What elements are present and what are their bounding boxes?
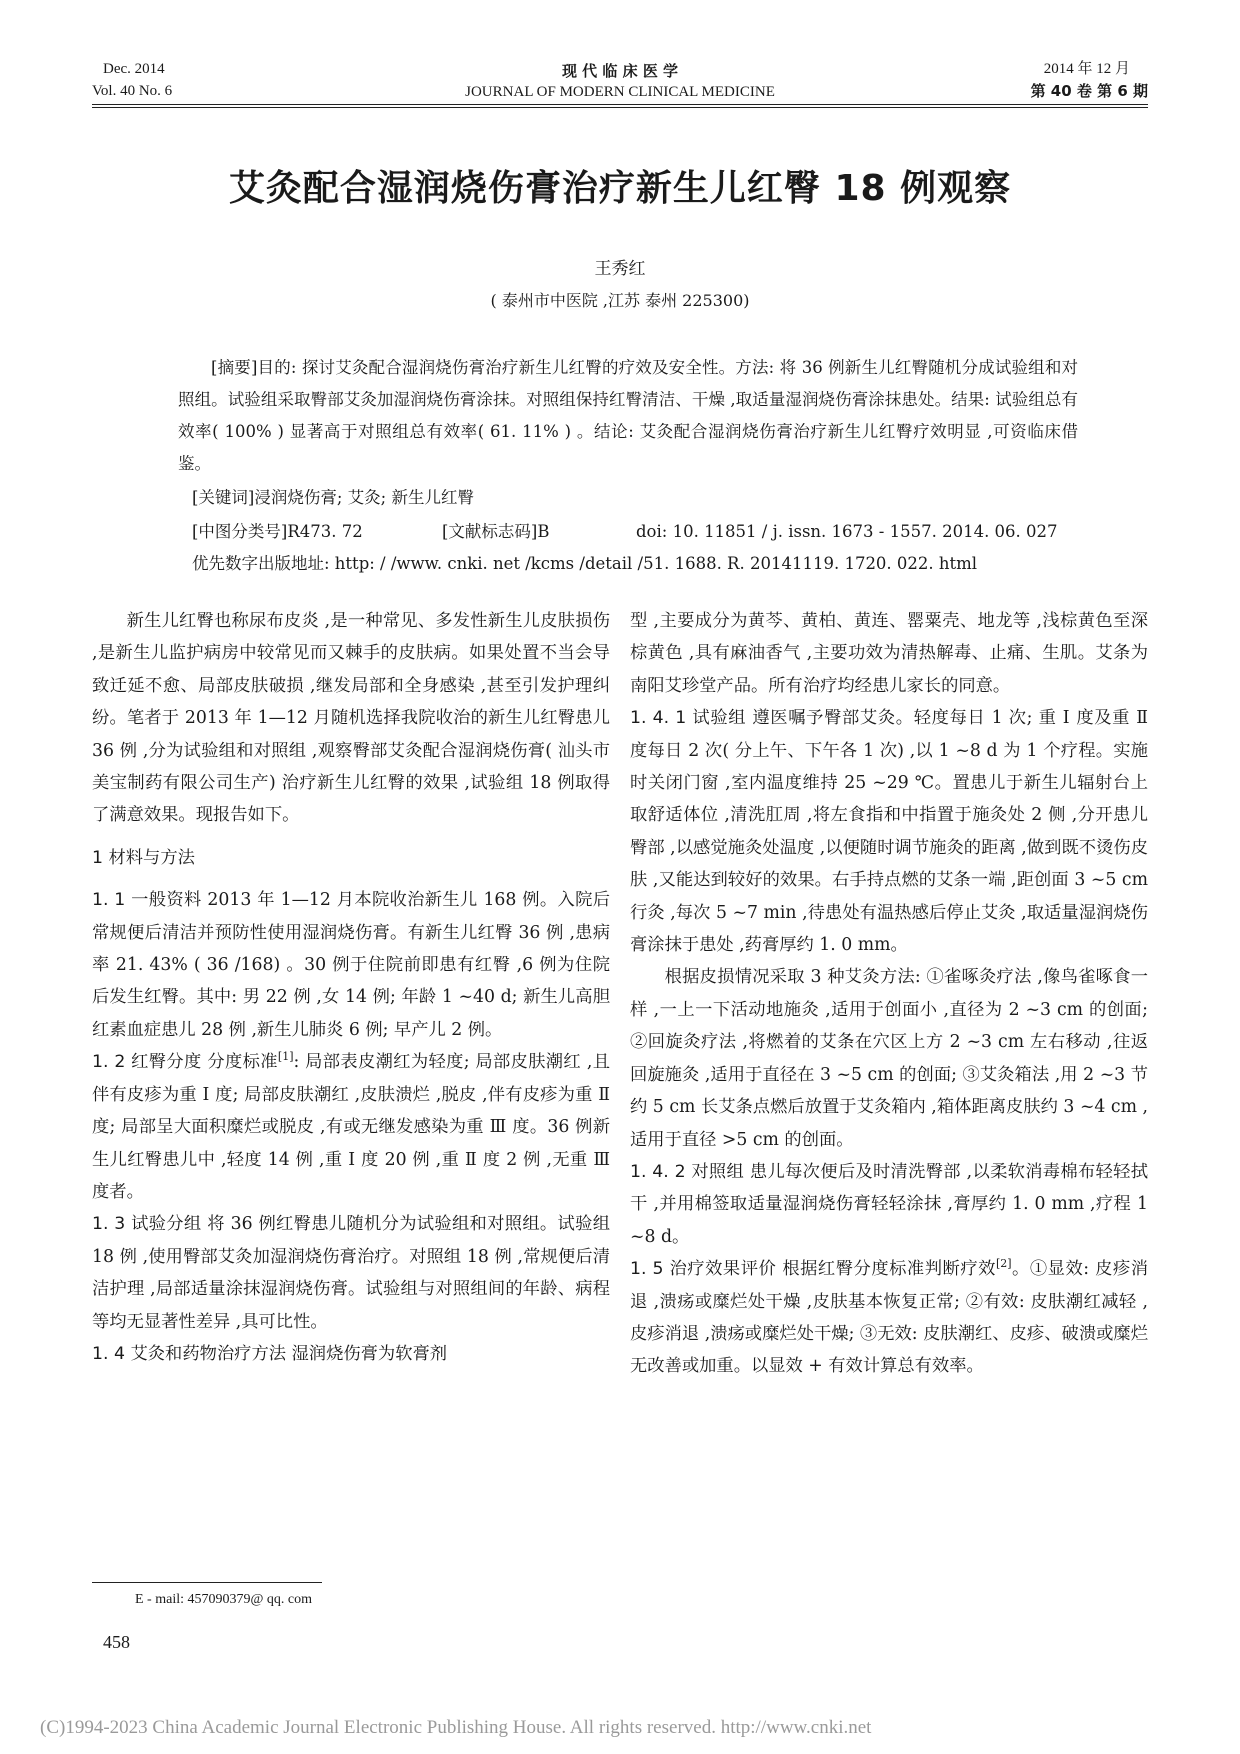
footnote-rule bbox=[92, 1582, 322, 1583]
section-1-heading: 1 材料与方法 bbox=[92, 847, 195, 868]
section-1-1-label: 1. 1 一般资料 bbox=[92, 890, 202, 911]
section-1-4-continued: 型 ,主要成分为黄芩、黄柏、黄连、罂粟壳、地龙等 ,浅棕黄色至深棕黄色 ,具有麻油香气 ,主要功效为清热解毒、止痛、生肌。艾条为南阳艾珍堂产品。所有治疗均经患儿家长的同意。 bbox=[630, 611, 1148, 696]
section-1-2-text-b: : 局部表皮潮红为轻度; 局部皮肤潮红 ,且伴有皮疹为重 Ⅰ 度; 局部皮肤潮红 ,皮肤溃烂 ,脱皮 ,伴有皮疹为重 Ⅱ 度; 局部呈大面积糜烂或脱皮 ,有或无继发感染为重 Ⅲ 度。36 例新生儿红臀患儿中 ,轻度 14 例 ,重 Ⅰ 度 20 例 ,重 Ⅱ 度 2 例 ,无重 Ⅲ 度者。 bbox=[92, 1052, 610, 1202]
header-volume-cn: 第 40 卷 第 6 期 bbox=[1030, 82, 1148, 100]
section-1-4-label: 1. 4 艾灸和药物治疗方法 bbox=[92, 1343, 287, 1364]
header-journal-en: JOURNAL OF MODERN CLINICAL MEDICINE bbox=[465, 84, 775, 100]
citation-ref-1: [1] bbox=[277, 1050, 294, 1064]
clc-number: [中图分类号]R473. 72 bbox=[192, 522, 363, 541]
section-1-4-2 bbox=[630, 1156, 1148, 1253]
article-title: 艾灸配合湿润烧伤膏治疗新生儿红臀 18 例观察 bbox=[228, 168, 1012, 209]
keywords: [关键词]浸润烧伤膏; 艾灸; 新生儿红臀 bbox=[192, 488, 474, 507]
header-journal-cn: 现 代 临 床 医 学 bbox=[561, 62, 679, 80]
section-1-5-text-a: 根据红臀分度标准判断疗效 bbox=[776, 1259, 996, 1280]
section-1-2-label: 1. 2 红臀分度 bbox=[92, 1052, 202, 1073]
intro-paragraph: 新生儿红臀也称尿布皮炎 ,是一种常见、多发性新生儿皮肤损伤 ,是新生儿监护病房中较常见而又棘手的皮肤病。如果处置不当会导致迁延不愈、局部皮肤破损 ,继发局部和全身感染 ,甚至引发护理纠纷。笔者于 2013 年 1—12 月随机选择我院收治的新生儿红臀患儿 36 例 ,分为试验组和对照组 ,观察臀部艾灸配合湿润烧伤膏( 汕头市美宝制药有限公司生产) 治疗新生儿红臀的效果 ,试验组 18 例取得了满意效果。现报告如下。 bbox=[92, 611, 610, 826]
right-column bbox=[630, 605, 1148, 1383]
section-1-5 bbox=[630, 1253, 1148, 1383]
doi: doi: 10. 11851 / j. issn. 1673 - 1557. 2014. 06. 027 bbox=[636, 522, 1058, 541]
section-1-4-1-label: 1. 4. 1 试验组 bbox=[630, 708, 747, 729]
abstract bbox=[178, 352, 1078, 480]
left-column bbox=[92, 605, 610, 1370]
header-rule-top bbox=[92, 104, 1148, 105]
copyright-watermark: (C)1994-2023 China Academic Journal Electronic Publishing House. All rights reserved. http://www.cnki.net bbox=[40, 1717, 872, 1738]
section-1-3-text: 将 36 例红臀患儿随机分为试验组和对照组。试验组 18 例 ,使用臀部艾灸加湿润烧伤膏治疗。对照组 18 例 ,常规便后清洁护理 ,局部适量涂抹湿润烧伤膏。试验组与对照组间的年龄、病程等均无显著性差异 ,具可比性。 bbox=[92, 1214, 610, 1332]
online-url: 优先数字出版地址: http: / /www. cnki. net /kcms /detail /51. 1688. R. 20141119. 1720. 022. html bbox=[192, 554, 978, 573]
section-1-4-1-text: 遵医嘱予臀部艾灸。轻度每日 1 次; 重 Ⅰ 度及重 Ⅱ 度每日 2 次( 分上午、下午各 1 次) ,以 1 ~8 d 为 1 个疗程。实施时关闭门窗 ,室内温度维持 25 ~29 ℃。置患儿于新生儿辐射台上取舒适体位 ,清洗肛周 ,将左食指和中指置于施灸处 2 侧 ,分开患儿臀部 ,以感觉施灸处温度 ,以便随时调节施灸的距离 ,做到既不烫伤皮肤 ,又能达到较好的效果。右手持点燃的艾条一端 ,距创面 3 ~5 cm 行灸 ,每次 5 ~7 min ,待患处有温热感后停止艾灸 ,取适量湿润烧伤膏涂抹于患处 ,药膏厚约 1. 0 mm。 bbox=[630, 708, 1149, 956]
section-1-3-label: 1. 3 试验分组 bbox=[92, 1214, 202, 1235]
section-1-4-text: 湿润烧伤膏为软膏剂 bbox=[286, 1343, 448, 1364]
section-1-5-text-b: 。①显效: 皮疹消退 ,溃疡或糜烂处干燥 ,皮肤基本恢复正常; ②有效: 皮肤潮红减轻 ,皮疹消退 ,溃疡或糜烂处干燥; ③无效: 皮肤潮红、皮疹、破溃或糜烂无改善或加重。以显效 + 有效计算总有效率。 bbox=[630, 1259, 1148, 1377]
section-1-2-text-a: 分度标准 bbox=[201, 1052, 278, 1073]
citation-ref-2: [2] bbox=[995, 1257, 1012, 1271]
section-1-4 bbox=[92, 1338, 610, 1370]
document-code: [文献标志码]B bbox=[442, 522, 550, 541]
article-author: 王秀红 bbox=[594, 259, 646, 279]
section-1-4-1 bbox=[630, 702, 1148, 961]
header-date-cn: 2014 年 12 月 bbox=[1043, 61, 1130, 77]
author-email: E - mail: 457090379@ qq. com bbox=[135, 1592, 312, 1607]
section-1-4-2-text: 患儿每次便后及时清洗臀部 ,以柔软消毒棉布轻轻拭干 ,并用棉签取适量湿润烧伤膏轻轻涂抹 ,膏厚约 1. 0 mm ,疗程 1 ~8 d。 bbox=[630, 1161, 1149, 1247]
section-1-1-text: 2013 年 1—12 月本院收治新生儿 168 例。入院后常规便后清洁并预防性使用湿润烧伤膏。有新生儿红臀 36 例 ,患病率 21. 43% ( 36 /168) 。30 例于住院前即患有红臀 ,6 例为住院后发生红臀。其中: 男 22 例 ,女 14 例; 年龄 1 ~40 d; 新生儿高胆红素血症患儿 28 例 ,新生儿肺炎 6 例; 早产儿 2 例。 bbox=[92, 890, 610, 1040]
section-1-5-label: 1. 5 治疗效果评价 bbox=[630, 1259, 777, 1280]
article-affiliation: ( 泰州市中医院 ,江苏 泰州 225300) bbox=[490, 291, 750, 310]
page-number: 458 bbox=[103, 1632, 130, 1652]
section-1-2 bbox=[92, 1046, 610, 1208]
header-volume-en: Vol. 40 No. 6 bbox=[92, 83, 173, 99]
section-1-4-2-label: 1. 4. 2 对照组 bbox=[630, 1161, 745, 1182]
moxibustion-methods: 根据皮损情况采取 3 种艾灸方法: ①雀啄灸疗法 ,像鸟雀啄食一样 ,一上一下活动地施灸 ,适用于创面小 ,直径为 2 ~3 cm 的创面; ②回旋灸疗法 ,将燃着的艾条在穴区上方 2 ~3 cm 左右移动 ,往返回旋施灸 ,适用于直径在 3 ~5 cm 的创面; ③艾灸箱法 ,用 2 ~3 节约 5 cm 长艾条点燃后放置于艾灸箱内 ,箱体距离皮肤约 3 ~4 cm ,适用于直径 >5 cm 的创面。 bbox=[630, 967, 1148, 1150]
abstract-text: [摘要]目的: 探讨艾灸配合湿润烧伤膏治疗新生儿红臀的疗效及安全性。方法: 将 36 例新生儿红臀随机分成试验组和对照组。试验组采取臀部艾灸加湿润烧伤膏涂抹。对照组保持红臀清洁、干燥 ,取适量湿润烧伤膏涂抹患处。结果: 试验组总有效率( 100% ) 显著高于对照组总有效率( 61. 11% ) 。结论: 艾灸配合湿润烧伤膏治疗新生儿红臀疗效明显 ,可资临床借鉴。 bbox=[178, 358, 1078, 473]
section-1-1 bbox=[92, 884, 610, 1046]
header-date-en: Dec. 2014 bbox=[103, 61, 165, 77]
section-1-3 bbox=[92, 1208, 610, 1338]
header-rule-bottom bbox=[92, 107, 1148, 108]
